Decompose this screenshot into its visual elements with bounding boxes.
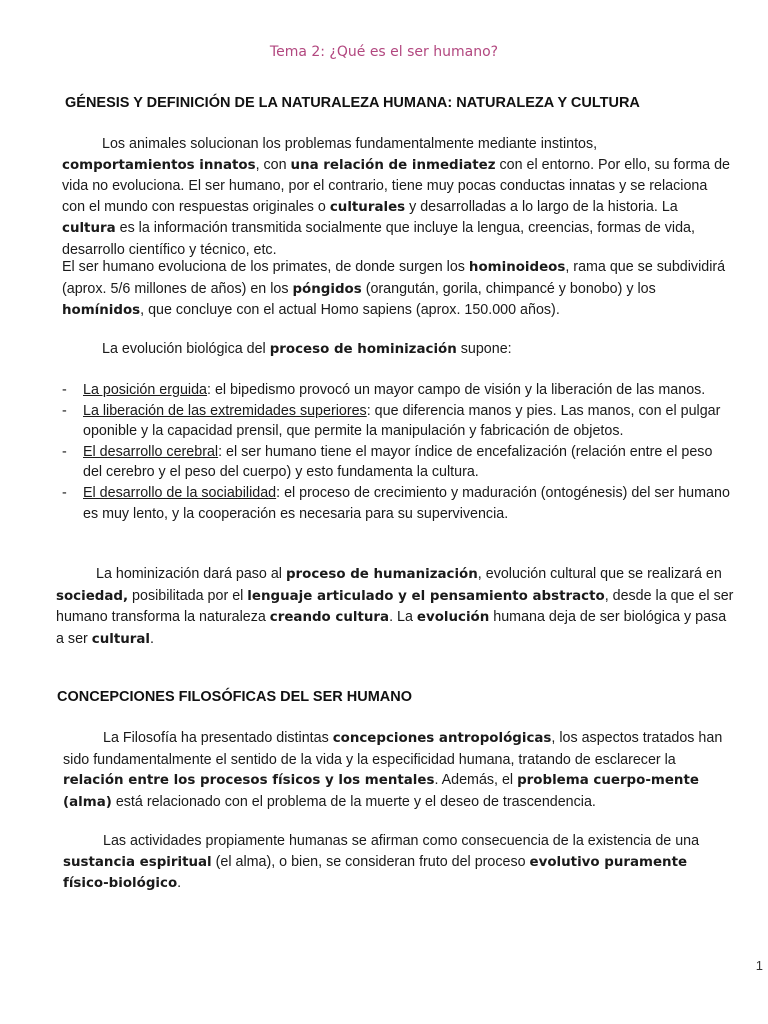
list-item: - La posición erguida: el bipedismo provocó un mayor campo de visión y la liberación de las manos. bbox=[62, 382, 706, 398]
paragraph-primates: El ser humano evoluciona de los primates, de donde surgen los hominoideos, rama que se subdividirá (aprox. 5/6 millones de años) en los póngidos (orangután, gorila, chimpancé y bonobo) y los homínidos, que concluye con el actual Homo sapiens (aprox. 150.000 años). bbox=[62, 259, 726, 319]
paragraph-humanizacion: La hominización dará paso al proceso de humanización, evolución cultural que se realizará en sociedad, posibilitada por el lenguaje articulado y el pensamiento abstracto, desde la que el ser humano transforma la naturaleza creando cultura. La evolución humana deja de ser biológica y pasa a ser cultural. bbox=[56, 566, 734, 647]
list-item: - La liberación de las extremidades superiores: que diferencia manos y pies. Las manos, con el pulgar oponible y la capacidad prensil, que permite la manipulación y fabricación de objetos. bbox=[62, 402, 721, 440]
hominization-list bbox=[62, 380, 734, 524]
document-title: Tema 2: ¿Qué es el ser humano? bbox=[269, 44, 499, 60]
section-heading-concepciones: CONCEPCIONES FILOSÓFICAS DEL SER HUMANO bbox=[57, 689, 413, 705]
list-item: - El desarrollo de la sociabilidad: el proceso de crecimiento y maduración (ontogénesis) del ser humano es muy lento, y la cooperación es necesaria para su supervivencia. bbox=[62, 484, 730, 522]
section-heading-genesis: GÉNESIS Y DEFINICIÓN DE LA NATURALEZA HUMANA: NATURALEZA Y CULTURA bbox=[65, 95, 640, 111]
list-item: - El desarrollo cerebral: el ser humano tiene el mayor índice de encefalización (relación entre el peso del cerebro y el peso del cuerpo) y esto fundamenta la cultura. bbox=[62, 443, 713, 481]
page-number: 1 bbox=[755, 958, 763, 973]
paragraph-instintos: Los animales solucionan los problemas fundamentalmente mediante instintos, comportamientos innatos, con una relación de inmediatez con el entorno. Por ello, su forma de vida no evoluciona. El ser humano, por el contrario, tiene muy pocas conductas innatas y se relaciona con el mundo con respuestas originales o culturales y desarrolladas a lo largo de la historia. La cultura es la información transmitida socialmente que incluye la lengua, creencias, formas de vida, desarrollo científico y técnico, etc. bbox=[62, 136, 730, 258]
paragraph-hominizacion: La evolución biológica del proceso de hominización supone: bbox=[102, 341, 512, 357]
paragraph-filosofia: La Filosofía ha presentado distintas concepciones antropológicas, los aspectos tratados han sido fundamentalmente el sentido de la vida y la especificidad humana, tratando de esclarecer la relación entre los procesos físicos y los mentales. Además, el problema cuerpo-mente (alma) está relacionado con el problema de la muerte y el deseo de trascendencia. bbox=[63, 730, 723, 810]
paragraph-actividades: Las actividades propiamente humanas se afirman como consecuencia de la existencia de una sustancia espiritual (el alma), o bien, se consideran fruto del proceso evolutivo puramente físico-biológico. bbox=[63, 833, 700, 892]
